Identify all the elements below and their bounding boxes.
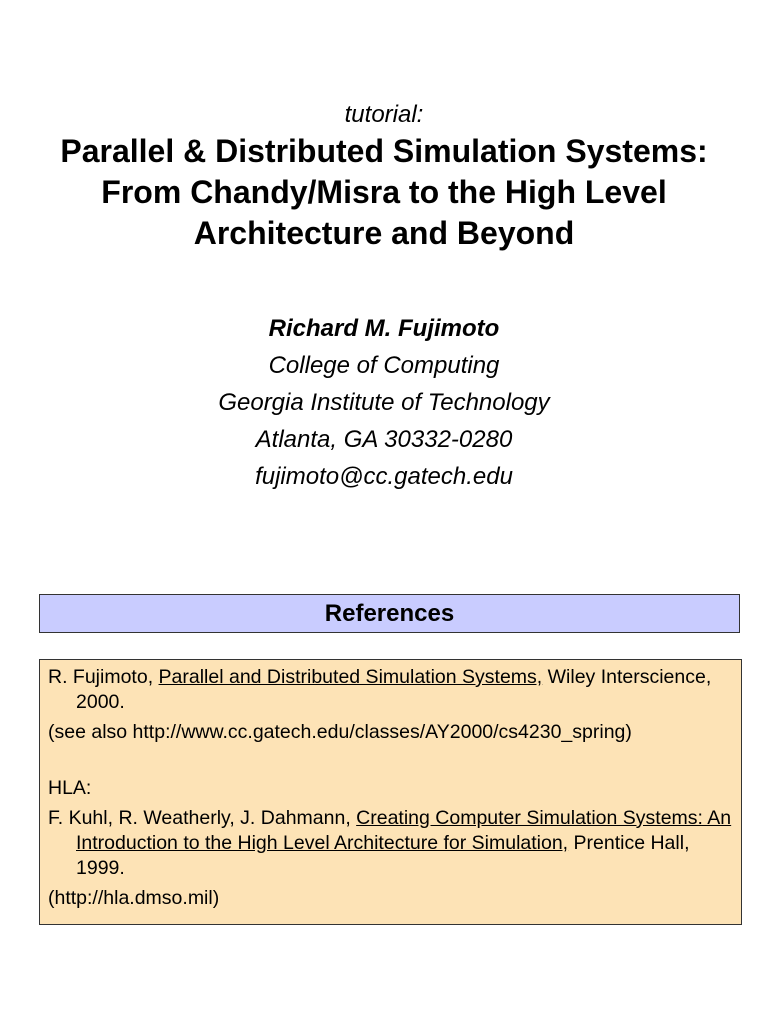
reference-book-1-title: Parallel and Distributed Simulation Systems, (158, 666, 543, 688)
reference-book-1-authors: R. Fujimoto, (48, 666, 159, 688)
reference-book-1-publisher: Wiley Interscience, 2000. (76, 666, 712, 713)
author-email: fujimoto@cc.gatech.edu (255, 463, 513, 490)
page-title (20, 131, 748, 254)
tutorial-label: tutorial: (344, 101, 424, 128)
author-name: Richard M. Fujimoto (268, 315, 500, 342)
references-heading: References (39, 594, 740, 633)
reference-see-also: (see also http://www.cc.gatech.edu/classes/AY2000/cs4230_spring) (48, 721, 632, 743)
author-address: Atlanta, GA 30332-0280 (255, 426, 513, 453)
title-line-1: Parallel & Distributed Simulation Systems: (60, 133, 708, 169)
reference-book-1 (48, 665, 733, 715)
reference-hla-label: HLA: (48, 777, 92, 799)
title-line-3: Architecture and Beyond (193, 215, 575, 251)
author-institution: Georgia Institute of Technology (218, 389, 550, 416)
reference-book-2-authors: F. Kuhl, R. Weatherly, J. Dahmann, (48, 807, 357, 829)
title-line-2: From Chandy/Misra to the High Level (101, 174, 667, 210)
references-box (39, 659, 742, 925)
author-department: College of Computing (268, 352, 500, 379)
reference-hla-url: (http://hla.dmso.mil) (48, 887, 220, 909)
reference-book-2-publisher: Prentice Hall, 1999. (76, 832, 690, 879)
reference-book-2-title: Creating Computer Simulation Systems: An Introduction to the High Level Architecture for Simulation, (76, 807, 732, 854)
author-block (0, 310, 768, 495)
reference-book-2 (48, 806, 733, 881)
